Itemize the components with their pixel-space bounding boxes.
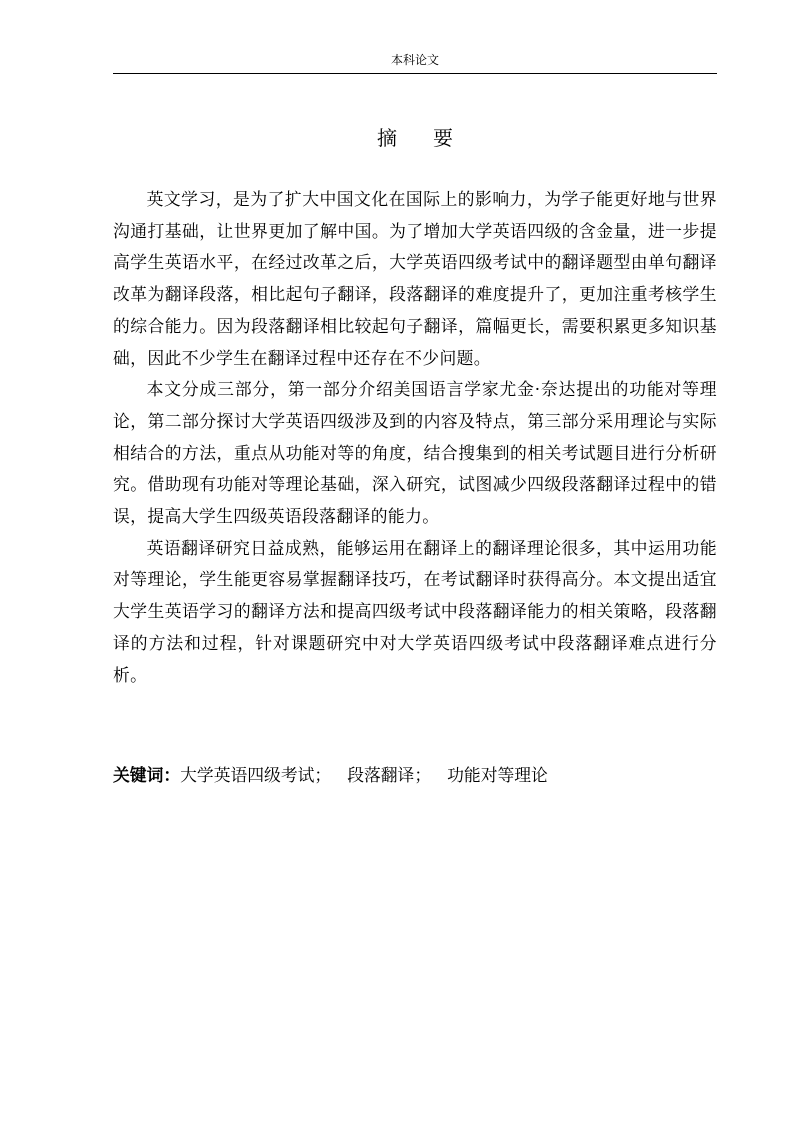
abstract-body [113, 184, 717, 691]
abstract-paragraph: 本文分成三部分，第一部分介绍美国语言学家尤金·奈达提出的功能对等理论，第二部分探讨大学英语四级涉及到的内容及特点，第三部分采用理论与实际相结合的方法，重点从功能对等的角度，结合搜集到的相关考试题目进行分析研究。借助现有功能对等理论基础，深入研究，试图减少四级段落翻译过程中的错误，提高大学生四级英语段落翻译的能力。 [113, 379, 717, 527]
keywords-label: 关键词： [113, 765, 181, 785]
keyword-item: 段落翻译； [347, 765, 432, 785]
running-header: 本科论文 [390, 53, 439, 67]
keyword-item: 功能对等理论 [447, 765, 548, 785]
abstract-paragraph: 英语翻译研究日益成熟，能够运用在翻译上的翻译理论很多，其中运用功能对等理论，学生能更容易掌握翻译技巧，在考试翻译时获得高分。本文提出适宜大学生英语学习的翻译方法和提高四级考试中段落翻译能力的相关策略，段落翻译的方法和过程，针对课题研究中对大学英语四级考试中段落翻译难点进行分析。 [113, 537, 717, 685]
abstract-paragraph: 英文学习，是为了扩大中国文化在国际上的影响力，为学子能更好地与世界沟通打基础，让世界更加了解中国。为了增加大学英语四级的含金量，进一步提高学生英语水平，在经过改革之后，大学英语四级考试中的翻译题型由单句翻译改革为翻译段落，相比起句子翻译，段落翻译的难度提升了，更加注重考核学生的综合能力。因为段落翻译相比较起句子翻译，篇幅更长，需要积累更多知识基础，因此不少学生在翻译过程中还存在不少问题。 [113, 189, 717, 368]
header-rule [113, 73, 717, 74]
abstract-title: 摘要 [377, 126, 489, 150]
keyword-item: 大学英语四级考试； [180, 765, 332, 785]
keywords-line [113, 762, 717, 788]
